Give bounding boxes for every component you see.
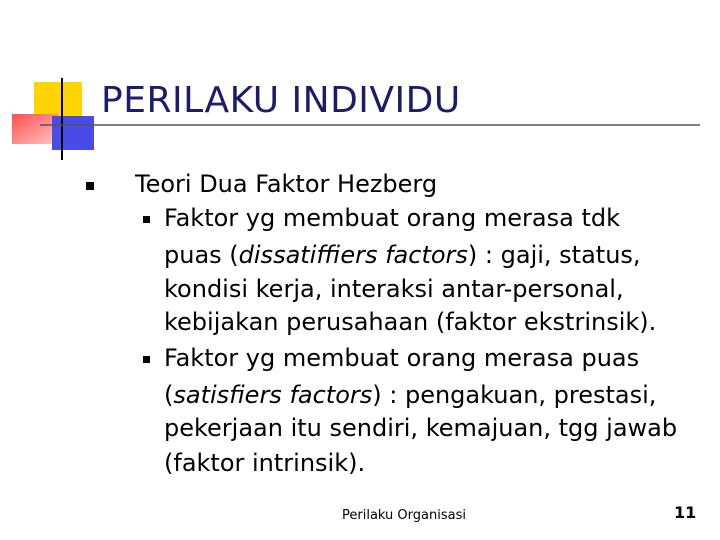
slide-footer: Perilaku Organisasi <box>342 508 466 523</box>
sub-bullet-2-line-2 <box>164 380 656 410</box>
sub-bullet-2-term: satisfiers factors <box>173 381 373 409</box>
blue-square <box>52 116 94 150</box>
red-square <box>12 114 58 144</box>
sub-bullet-2-line-3: pekerjaan itu sendiri, kemajuan, tgg jawab <box>164 414 678 442</box>
sub-bullet-1-text-a: puas ( <box>164 241 239 269</box>
sub-bullet-1-text-b: ) : gaji, status, <box>467 241 641 269</box>
main-bullet-text: Teori Dua Faktor Hezberg <box>135 170 438 198</box>
main-bullet-marker <box>86 182 94 190</box>
sub-bullet-1-line-3: kondisi kerja, interaksi antar-personal, <box>164 275 624 303</box>
sub-bullet-2-line-4: (faktor intrinsik). <box>164 449 366 477</box>
sub-bullet-1-line-1: Faktor yg membuat orang merasa tdk <box>164 204 621 232</box>
sub-bullet-marker-1 <box>143 216 150 223</box>
sub-bullet-marker-2 <box>143 356 150 363</box>
sub-bullet-2-text-a: ( <box>164 381 174 409</box>
page-number: 11 <box>674 503 697 522</box>
sub-bullet-2-line-1: Faktor yg membuat orang merasa puas <box>164 344 640 372</box>
sub-bullet-1-line-2 <box>164 240 641 270</box>
sub-bullet-1-term: dissatiffiers factors <box>238 241 468 269</box>
sub-bullet-2-text-b: ) : pengakuan, prestasi, <box>372 381 657 409</box>
sub-bullet-1-line-4: kebijakan perusahaan (faktor ekstrinsik). <box>164 308 657 336</box>
slide-title: PERILAKU INDIVIDU <box>101 80 461 121</box>
